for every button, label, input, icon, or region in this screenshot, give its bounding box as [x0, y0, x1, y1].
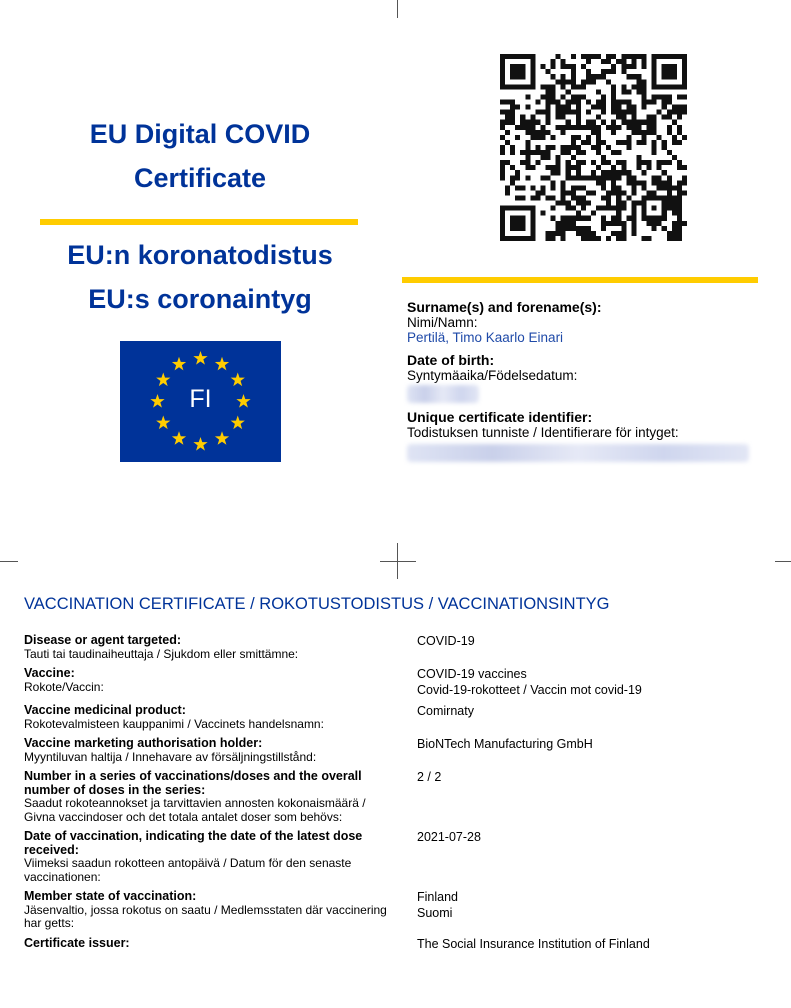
flag-star [215, 431, 229, 445]
title-english [40, 112, 360, 200]
flag-star [172, 431, 186, 445]
name-sublabel: Nimi/Namn: [407, 315, 478, 330]
crop-mark-center-h [380, 561, 416, 562]
flag-star [156, 416, 170, 430]
title-finnish: EU:n koronatodistus [67, 240, 333, 270]
crop-mark-top [397, 0, 398, 18]
vaccine-value: COVID-19 vaccines [417, 667, 527, 681]
name-label: Surname(s) and forename(s): [407, 299, 602, 315]
divider-right [402, 277, 758, 283]
member-state-label: Member state of vaccination: [24, 889, 197, 903]
date-sublabel: Viimeksi saadun rokotteen antopäivä / Datum för den senaste vaccinationen: [24, 856, 352, 884]
title-en-line1: EU Digital COVID [89, 119, 311, 149]
dob-sublabel: Syntymäaika/Födelsedatum: [407, 368, 578, 383]
title-swedish: EU:s coronaintyg [88, 284, 312, 314]
doses-value: 2 / 2 [417, 770, 442, 784]
dob-value-redacted [407, 385, 479, 403]
issuer-label: Certificate issuer: [24, 935, 130, 950]
mah-value: BioNTech Manufacturing GmbH [417, 737, 593, 751]
dob-label: Date of birth: [407, 352, 495, 368]
qr-code [500, 54, 687, 241]
product-label: Vaccine medicinal product: [24, 703, 186, 717]
uci-sublabel: Todistuksen tunniste / Identifierare för intyget: [407, 425, 679, 440]
row-date [24, 830, 774, 884]
product-sublabel: Rokotevalmisteen kauppanimi / Vaccinets handelsnamn: [24, 716, 324, 731]
flag-star [231, 416, 245, 430]
vaccine-label: Vaccine: [24, 666, 75, 680]
disease-value: COVID-19 [417, 634, 475, 648]
flag-star [215, 357, 229, 371]
disease-sublabel: Tauti tai taudinaiheuttaja / Sjukdom eller smittämne: [24, 646, 299, 661]
issuer-value: The Social Insurance Institution of Finland [417, 936, 650, 951]
member-state-value: Finland [417, 890, 458, 904]
flag-star [193, 351, 207, 365]
title-en-line2: Certificate [133, 163, 267, 193]
row-holder [24, 737, 774, 764]
row-vaccine [24, 667, 774, 698]
member-state-sublabel: Jäsenvaltio, jossa rokotus on saatu / Medlemsstaten där vaccinering har getts: [24, 902, 387, 930]
disease-label: Disease or agent targeted: [24, 633, 181, 647]
doses-label: Number in a series of vaccinations/doses and the overall number of doses in the series: [24, 769, 362, 797]
mah-sublabel: Myyntiluvan haltija / Innehavare av försäljningstillstånd: [24, 749, 317, 764]
row-disease [24, 634, 774, 661]
row-product [24, 704, 774, 731]
flag-country-code: FI [189, 385, 212, 413]
row-issuer [24, 937, 774, 953]
crop-mark-left [0, 561, 18, 562]
row-doses [24, 770, 774, 824]
doses-sublabel: Saadut rokoteannokset ja tarvittavien annosten kokonaismäärä / Givna vaccindoser och det totala antalet doser som behövs: [24, 796, 366, 824]
row-member-state [24, 890, 774, 931]
divider-left [40, 219, 358, 225]
name-value: Pertilä, Timo Kaarlo Einari [407, 330, 564, 345]
eu-flag [120, 341, 281, 462]
uci-label: Unique certificate identifier: [407, 409, 593, 425]
member-state-value-local: Suomi [417, 905, 453, 920]
holder-info [407, 300, 767, 465]
product-value: Comirnaty [417, 704, 474, 718]
date-value: 2021-07-28 [417, 830, 481, 844]
date-label: Date of vaccination, indicating the date of the latest dose received: [24, 829, 363, 857]
mah-label: Vaccine marketing authorisation holder: [24, 736, 263, 750]
flag-star [193, 437, 207, 451]
vaccine-value-local: Covid-19-rokotteet / Vaccin mot covid-19 [417, 682, 642, 697]
certificate-title: VACCINATION CERTIFICATE / ROKOTUSTODISTUS / VACCINATIONSINTYG [24, 595, 610, 613]
flag-star [172, 357, 186, 371]
crop-mark-right [775, 561, 791, 562]
certificate-rows [24, 634, 774, 958]
title-localized [40, 233, 360, 321]
vaccine-sublabel: Rokote/Vaccin: [24, 679, 104, 694]
uci-value-redacted [407, 444, 749, 462]
